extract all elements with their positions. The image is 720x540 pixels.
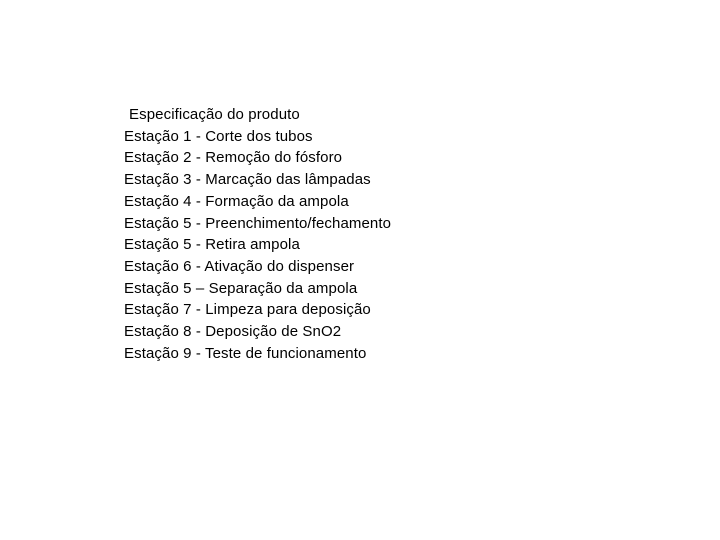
station-line-10: Estação 8 - Deposição de SnO2 (124, 323, 342, 341)
text-block (124, 104, 684, 364)
station-line-3: Estação 3 - Marcação das lâmpadas (124, 171, 371, 189)
product-spec-title: Especificação do produto (129, 106, 300, 123)
station-line-4: Estação 4 - Formação da ampola (124, 192, 349, 210)
station-line-8: Estação 5 – Separação da ampola (124, 279, 358, 297)
station-line-2: Estação 2 - Remoção do fósforo (124, 149, 343, 167)
station-line-1: Estação 1 - Corte dos tubos (124, 127, 313, 145)
station-line-7: Estação 6 - Ativação do dispenser (124, 257, 355, 275)
station-line-11: Estação 9 - Teste de funcionamento (124, 344, 367, 362)
station-line-5: Estação 5 - Preenchimento/fechamento (124, 214, 392, 232)
station-line-6: Estação 5 - Retira ampola (124, 236, 300, 254)
station-line-9: Estação 7 - Limpeza para deposição (124, 301, 371, 319)
